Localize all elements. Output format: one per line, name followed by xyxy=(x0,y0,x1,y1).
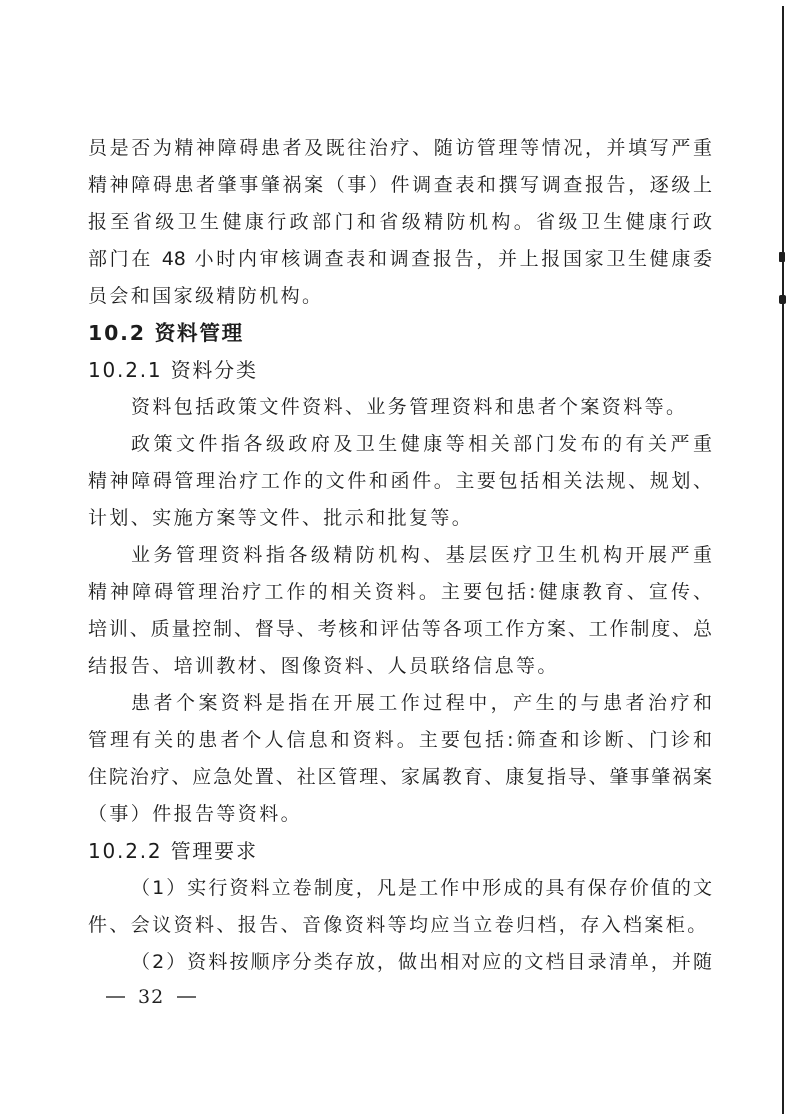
paragraph-line: 患者个案资料是指在开展工作过程中，产生的与患者治疗和 xyxy=(131,692,712,714)
subsection-heading-10-2-1: 10.2.1 资料分类 xyxy=(88,358,258,382)
paragraph-line: 部门在 48 小时内审核调查表和调查报告，并上报国家卫生健康委 xyxy=(88,248,712,270)
footer-dash-left xyxy=(106,996,125,998)
scan-artifact xyxy=(779,252,785,262)
page-footer xyxy=(106,983,196,1011)
paragraph-line: 精神障碍患者肇事肇祸案（事）件调查表和撰写调查报告，逐级上 xyxy=(88,174,712,196)
section-heading-10-2: 10.2 资料管理 xyxy=(88,321,244,345)
scan-edge-line xyxy=(782,6,784,1114)
paragraph-line: 精神障碍管理治疗工作的相关资料。主要包括:健康教育、宣传、 xyxy=(88,581,712,603)
paragraph-line: 政策文件指各级政府及卫生健康等相关部门发布的有关严重 xyxy=(131,433,712,455)
subsection-heading-10-2-2: 10.2.2 管理要求 xyxy=(88,839,258,863)
paragraph-line: （2）资料按顺序分类存放，做出相对应的文档目录清单，并随 xyxy=(131,951,712,973)
paragraph-line: 计划、实施方案等文件、批示和批复等。 xyxy=(88,507,474,529)
paragraph-line: （事）件报告等资料。 xyxy=(88,803,303,825)
paragraph-line: 报至省级卫生健康行政部门和省级精防机构。省级卫生健康行政 xyxy=(88,211,712,233)
paragraph-line: 结报告、培训教材、图像资料、人员联络信息等。 xyxy=(88,655,559,677)
paragraph-line: 住院治疗、应急处置、社区管理、家属教育、康复指导、肇事肇祸案 xyxy=(88,766,712,788)
paragraph-line: （1）实行资料立卷制度，凡是工作中形成的具有保存价值的文 xyxy=(131,877,712,899)
paragraph-line: 件、会议资料、报告、音像资料等均应当立卷归档，存入档案柜。 xyxy=(88,914,709,936)
footer-dash-right xyxy=(177,996,196,998)
paragraph-line: 精神障碍管理治疗工作的文件和函件。主要包括相关法规、规划、 xyxy=(88,470,712,492)
paragraph-line: 业务管理资料指各级精防机构、基层医疗卫生机构开展严重 xyxy=(131,544,712,566)
paragraph-line: 员会和国家级精防机构。 xyxy=(88,285,324,307)
page-number: 32 xyxy=(138,986,165,1008)
paragraph-line: 员是否为精神障碍患者及既往治疗、随访管理等情况，并填写严重 xyxy=(88,137,712,159)
text-column xyxy=(88,130,712,981)
paragraph-line: 资料包括政策文件资料、业务管理资料和患者个案资料等。 xyxy=(131,396,688,418)
paragraph-line: 管理有关的患者个人信息和资料。主要包括:筛查和诊断、门诊和 xyxy=(88,729,712,751)
paragraph-line: 培训、质量控制、督导、考核和评估等各项工作方案、工作制度、总 xyxy=(88,618,712,640)
scan-artifact xyxy=(779,295,786,304)
